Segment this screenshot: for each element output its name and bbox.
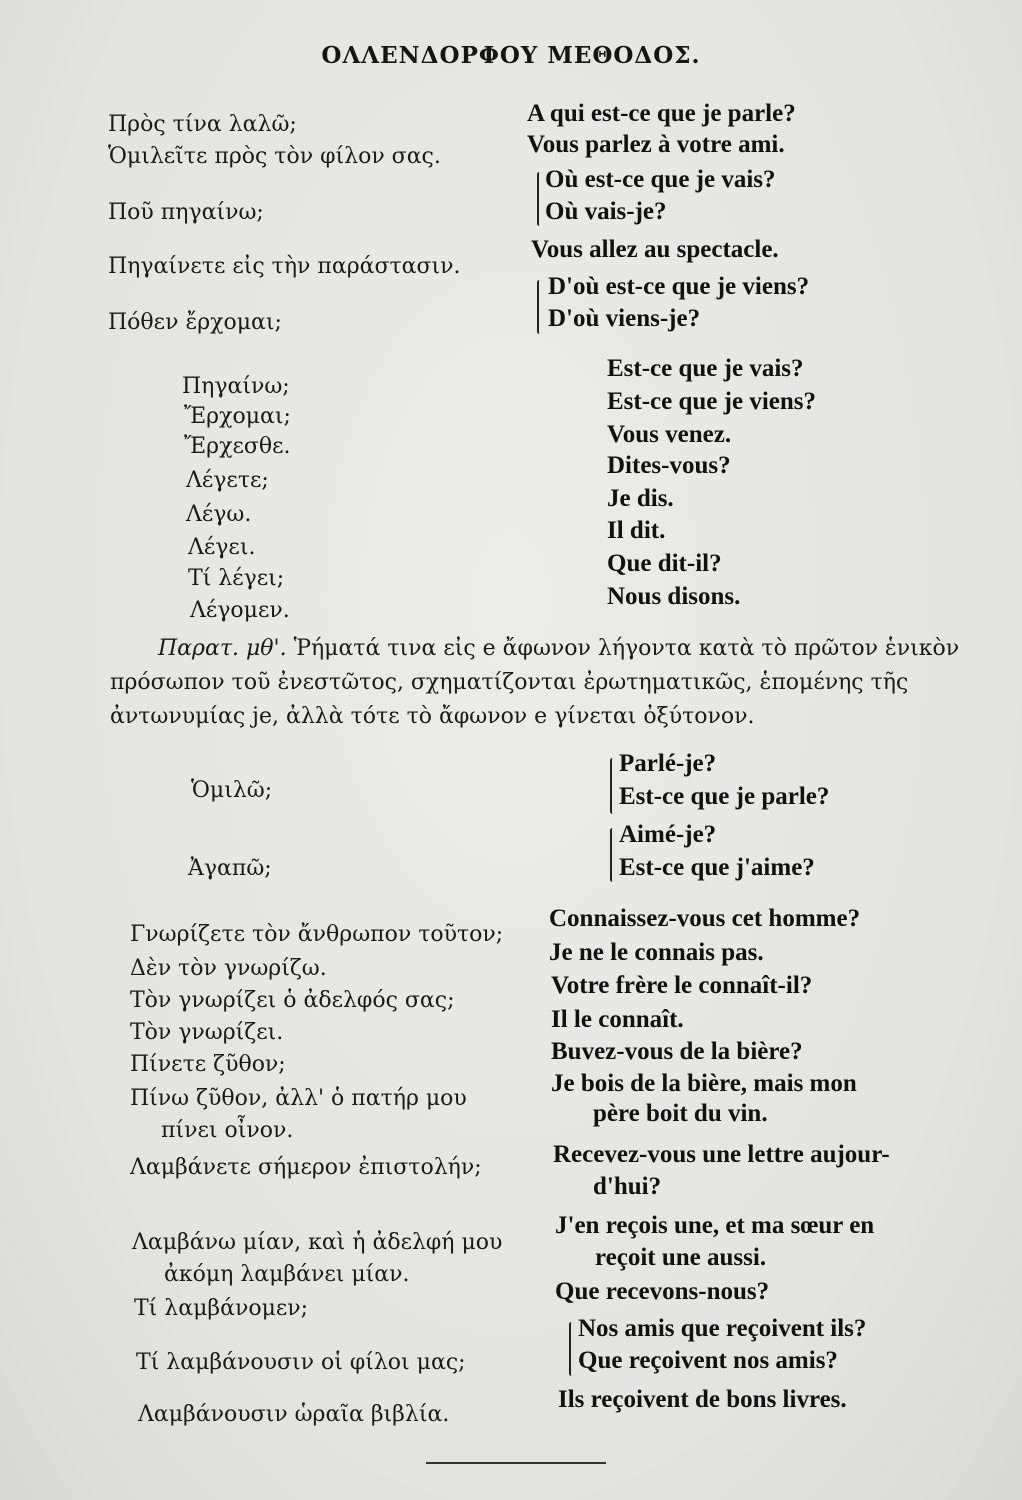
french-line: Ils reçoivent de bons livres. xyxy=(558,1386,847,1413)
french-line: Que recevons-nous? xyxy=(555,1278,770,1305)
brace xyxy=(610,828,615,882)
french-line: Vous allez au spectacle. xyxy=(531,236,779,263)
greek-line: Λαμβάνω μίαν, καὶ ἡ ἀδελφή μου xyxy=(132,1230,503,1255)
french-line: Est-ce que je parle? xyxy=(619,783,830,810)
french-line: Connaissez-vous cet homme? xyxy=(549,905,861,932)
brace xyxy=(569,1322,574,1376)
french-line: Je ne le connais pas. xyxy=(549,939,764,966)
greek-line: Τὸν γνωρίζει ὁ ἀδελφός σας; xyxy=(130,988,455,1013)
french-line: Votre frère le connaît-il? xyxy=(551,972,813,999)
greek-line: Ἀγαπῶ; xyxy=(188,856,272,881)
french-line: A qui est-ce que je parle? xyxy=(527,100,796,127)
greek-line: Πίνετε ζῦθον; xyxy=(130,1052,286,1077)
greek-line: Πόθεν ἔρχομαι; xyxy=(108,310,282,335)
greek-line: Πηγαίνω; xyxy=(182,374,290,399)
french-line: père boit du vin. xyxy=(593,1100,768,1127)
french-line: Est-ce que je vais? xyxy=(607,355,804,382)
french-line: Où est-ce que je vais? xyxy=(545,166,776,193)
greek-line: Δὲν τὸν γνωρίζω. xyxy=(130,956,327,981)
french-line: Où vais-je? xyxy=(545,198,667,225)
french-line: Dites-vous? xyxy=(607,452,731,479)
french-line: d'hui? xyxy=(593,1173,662,1200)
greek-line: Λέγει. xyxy=(188,535,256,560)
note-text: Ῥήματά τινα εἰς e ἄφωνον λήγοντα κατὰ τὸ πρῶτον ἑνικὸν πρόσωπον τοῦ ἐνεστῶτος, σχηματίζονται ἐρωτηματικῶς, ἑπομένης τῆς ἀντωνυμίας je, ἀλλὰ τότε τὸ ἄφωνον e γίνεται ὀξύτονον. xyxy=(110,636,960,729)
french-line: Nos amis que reçoivent ils? xyxy=(578,1315,867,1342)
greek-line: Πηγαίνετε εἰς τὴν παράστασιν. xyxy=(108,254,461,279)
grammar-note xyxy=(110,632,990,734)
greek-line: Λαμβάνουσιν ὡραῖα βιβλία. xyxy=(138,1402,450,1427)
greek-line: Τί λέγει; xyxy=(188,566,285,591)
french-line: D'où viens-je? xyxy=(548,305,701,332)
french-line: J'en reçois une, et ma sœur en xyxy=(555,1212,875,1239)
greek-line: Λαμβάνετε σήμερον ἐπιστολήν; xyxy=(130,1155,482,1180)
brace xyxy=(610,758,615,814)
french-line: Buvez-vous de la bière? xyxy=(551,1038,803,1065)
french-line: Recevez-vous une lettre aujour- xyxy=(553,1141,890,1168)
french-line: Il le connaît. xyxy=(551,1006,684,1033)
french-line: Je dis. xyxy=(607,485,674,512)
greek-line: Λέγομεν. xyxy=(190,598,290,623)
greek-line: Τὸν γνωρίζει. xyxy=(130,1020,284,1045)
brace xyxy=(537,172,542,226)
greek-line: Τί λαμβάνουσιν οἱ φίλοι μας; xyxy=(136,1350,466,1375)
greek-line: Λέγω. xyxy=(186,502,252,527)
french-line: Que dit-il? xyxy=(607,550,722,577)
note-label: Παρατ. μθ'. xyxy=(158,636,287,661)
greek-line: Πίνω ζῦθον, ἀλλ' ὁ πατήρ μου xyxy=(130,1086,467,1111)
french-line: Parlé-je? xyxy=(619,750,717,777)
french-line: Nous disons. xyxy=(607,583,741,610)
french-line: Il dit. xyxy=(607,517,666,544)
greek-line: Ἔρχομαι; xyxy=(184,404,291,429)
french-line: Je bois de la bière, mais mon xyxy=(551,1070,857,1097)
brace xyxy=(537,280,542,334)
greek-line: Ἔρχεσθε. xyxy=(184,434,291,459)
french-line: Que reçoivent nos amis? xyxy=(578,1347,838,1374)
greek-line: Ὁμιλῶ; xyxy=(191,778,273,803)
french-line: Vous venez. xyxy=(607,421,732,448)
greek-line: Ποῦ πηγαίνω; xyxy=(108,200,264,225)
greek-line: Ὁμιλεῖτε πρὸς τὸν φίλον σας. xyxy=(108,144,441,169)
page-header: ΟΛΛΕΝΔΟΡΦΟΥ ΜΕΘΟΔΟΣ. xyxy=(321,42,701,69)
french-line: Vous parlez à votre ami. xyxy=(527,131,785,158)
french-line: Est-ce que j'aime? xyxy=(619,854,815,881)
french-line: Aimé-je? xyxy=(619,821,717,848)
greek-line: Πρὸς τίνα λαλῶ; xyxy=(108,112,297,137)
greek-line: πίνει οἶνον. xyxy=(161,1118,294,1143)
french-line: D'où est-ce que je viens? xyxy=(548,273,810,300)
greek-line: Γνωρίζετε τὸν ἄνθρωπον τοῦτον; xyxy=(130,922,504,947)
french-line: reçoit une aussi. xyxy=(595,1244,767,1271)
greek-line: ἀκόμη λαμβάνει μίαν. xyxy=(164,1262,410,1287)
french-line: Est-ce que je viens? xyxy=(607,388,816,415)
greek-line: Τί λαμβάνομεν; xyxy=(134,1296,309,1321)
greek-line: Λέγετε; xyxy=(186,468,269,493)
end-rule xyxy=(426,1462,606,1464)
